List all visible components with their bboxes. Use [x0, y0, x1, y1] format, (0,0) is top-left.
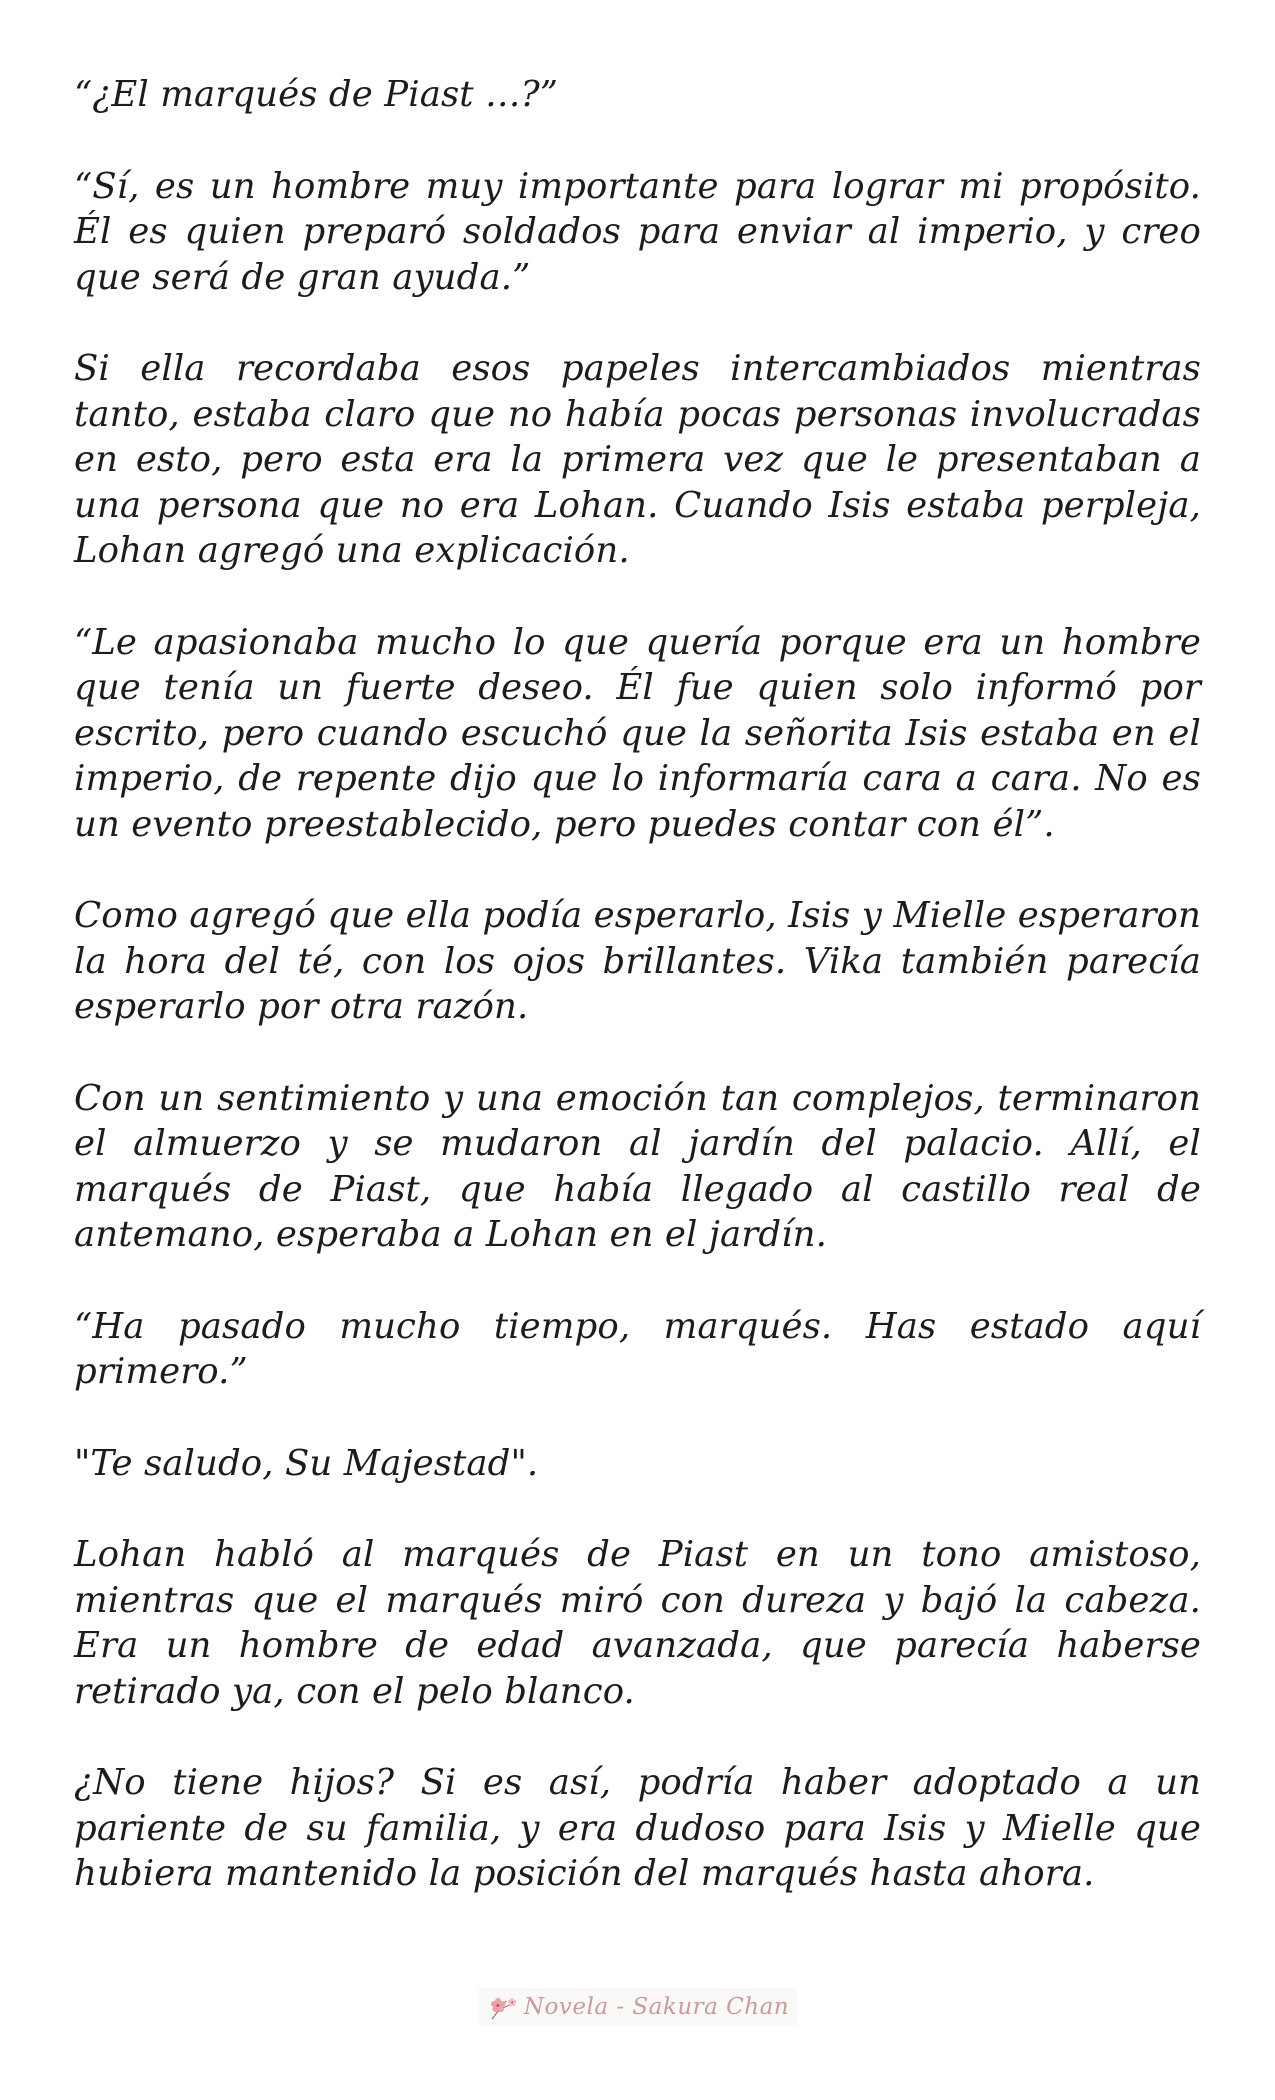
paragraph-3: Si ella recordaba esos papeles intercambiados mientras tanto, estaba claro que no había pocas personas involucradas en esto, pero esta era la primera vez que le presentaban a una persona que no era Lohan. Cuando Isis estaba perpleja, Lohan agregó una explicación.: [74, 348, 1201, 571]
text-body: [74, 72, 1201, 1943]
watermark: [478, 1988, 797, 2026]
sakura-flower-icon: [486, 1992, 520, 2022]
paragraph-5: Como agregó que ella podía esperarlo, Isis y Mielle esperaron la hora del té, con los ojos brillantes. Vika también parecía esperarlo por otra razón.: [74, 895, 1201, 1027]
paragraph-7: “Ha pasado mucho tiempo, marqués. Has estado aquí primero.”: [74, 1305, 1201, 1392]
footer: [0, 1982, 1275, 2032]
paragraph-4: “Le apasionaba mucho lo que quería porque era un hombre que tenía un fuerte deseo. Él fue quien solo informó por escrito, pero cuando escuchó que la señorita Isis estaba en el imperio, de repente dijo que lo informaría cara a cara. No es un evento preestablecido, pero puedes contar con él”.: [74, 621, 1201, 845]
paragraph-8: "Te saludo, Su Majestad".: [74, 1442, 539, 1484]
paragraph-9: Lohan habló al marqués de Piast en un tono amistoso, mientras que el marqués miró con dureza y bajó la cabeza. Era un hombre de edad avanzada, que parecía haberse retirado ya, con el pelo blanco.: [74, 1534, 1201, 1712]
paragraph-1: “¿El marqués de Piast …?”: [74, 74, 559, 115]
watermark-text: Novela - Sakura Chan: [523, 1994, 790, 2020]
paragraph-6: Con un sentimiento y una emoción tan complejos, terminaron el almuerzo y se mudaron al jardín del palacio. Allí, el marqués de Piast, que había llegado al castillo real de antemano, esperaba a Lohan en el jardín.: [74, 1077, 1201, 1255]
paragraph-10: ¿No tiene hijos? Si es así, podría haber adoptado a un pariente de su familia, y era dudoso para Isis y Mielle que hubiera mantenido la posición del marqués hasta ahora.: [74, 1762, 1201, 1894]
paragraph-2: “Sí, es un hombre muy importante para lograr mi propósito. Él es quien preparó soldados para enviar al imperio, y creo que será de gran ayuda.”: [74, 165, 1201, 298]
